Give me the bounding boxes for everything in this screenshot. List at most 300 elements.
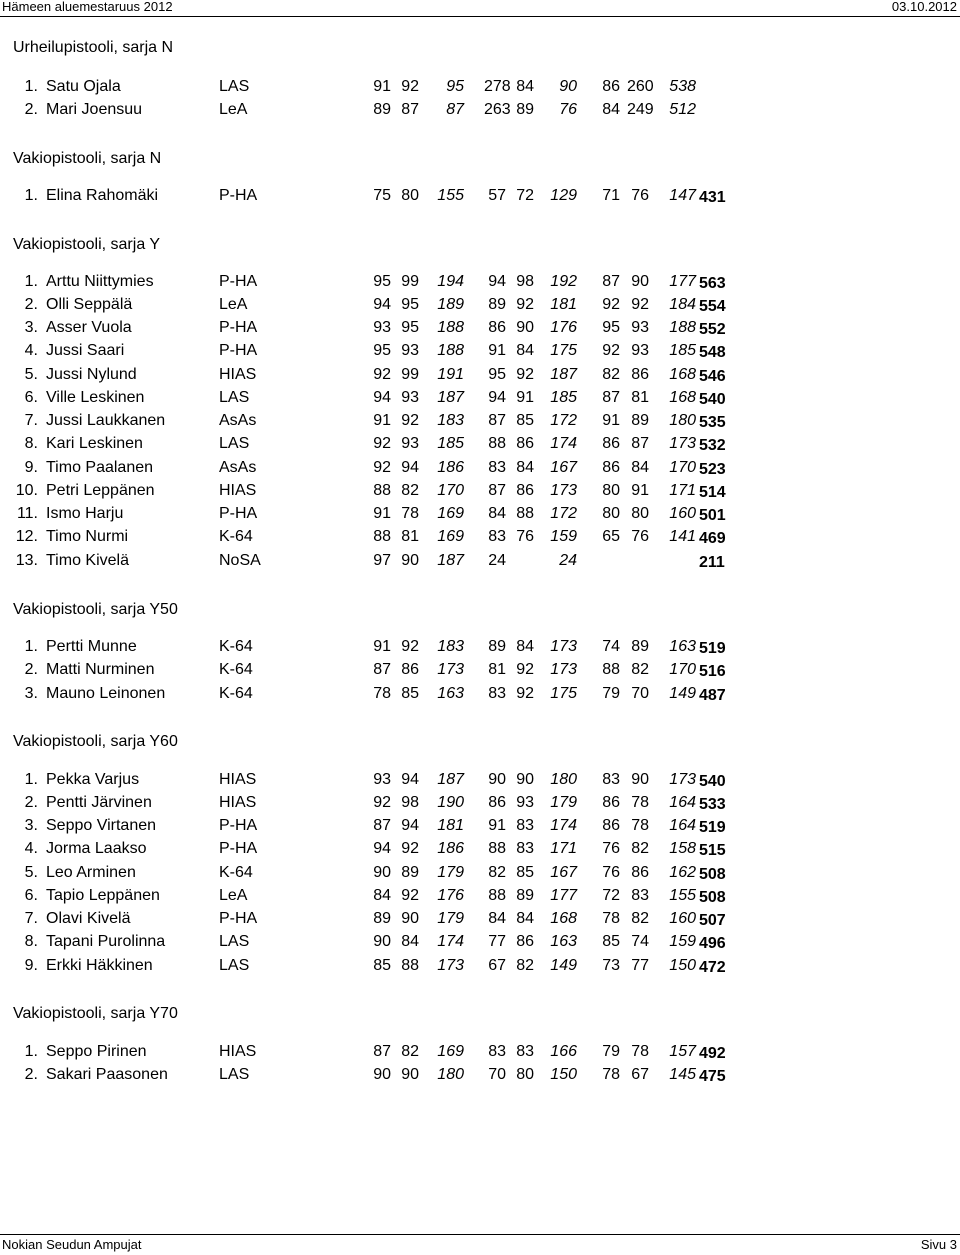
series-2: 86	[401, 661, 419, 678]
series-4: 92	[516, 661, 534, 678]
rank: 9.	[24, 957, 38, 974]
series-1: 97	[373, 552, 391, 569]
series-5: 86	[602, 817, 620, 834]
series-2: 94	[401, 817, 419, 834]
series-6: 89	[631, 638, 649, 655]
rank: 7.	[24, 910, 38, 927]
subtotal-1: 176	[437, 887, 464, 904]
club: K-64	[219, 864, 253, 881]
subtotal-3: 163	[669, 638, 696, 655]
subtotal-2: 176	[550, 319, 577, 336]
series-6: 74	[631, 933, 649, 950]
subtotal-3: 538	[669, 78, 696, 95]
result-row	[0, 389, 960, 409]
shooter-name: Mari Joensuu	[46, 101, 143, 118]
result-row	[0, 435, 960, 455]
series-2: 90	[401, 1066, 419, 1083]
series-2: 85	[401, 685, 419, 702]
total-score: 501	[699, 507, 726, 524]
club: NoSA	[219, 552, 261, 569]
subtotal-1: 185	[437, 435, 464, 452]
series-3: 57	[488, 187, 506, 204]
series-2: 89	[401, 864, 419, 881]
club: P-HA	[219, 910, 258, 927]
series-3: 95	[488, 366, 506, 383]
series-6: 91	[631, 482, 649, 499]
series-5: 71	[602, 187, 620, 204]
subtotal-1: 180	[437, 1066, 464, 1083]
series-3: 263	[484, 101, 511, 118]
shooter-name: Timo Nurmi	[46, 528, 129, 545]
shooter-name: Tapani Purolinna	[46, 933, 166, 950]
series-5: 84	[602, 101, 620, 118]
series-1: 88	[373, 482, 391, 499]
subtotal-3: 177	[669, 273, 696, 290]
club: AsAs	[219, 459, 257, 476]
subtotal-2: 149	[550, 957, 577, 974]
result-row	[0, 957, 960, 977]
series-2: 99	[401, 366, 419, 383]
series-6: 76	[631, 528, 649, 545]
subtotal-3: 141	[669, 528, 696, 545]
series-6: 78	[631, 1043, 649, 1060]
result-row	[0, 366, 960, 386]
series-3: 94	[488, 389, 506, 406]
page-header	[0, 0, 960, 16]
rank: 8.	[24, 435, 38, 452]
series-4: 83	[516, 840, 534, 857]
shooter-name: Arttu Niittymies	[46, 273, 154, 290]
series-1: 94	[373, 389, 391, 406]
subtotal-3: 170	[669, 661, 696, 678]
series-1: 89	[373, 101, 391, 118]
result-row	[0, 817, 960, 837]
rank: 1.	[24, 273, 38, 290]
series-6: 260	[627, 78, 654, 95]
series-5: 65	[602, 528, 620, 545]
series-5: 73	[602, 957, 620, 974]
series-4: 90	[516, 319, 534, 336]
total-score: 516	[699, 663, 726, 680]
series-6: 249	[627, 101, 654, 118]
series-1: 78	[373, 685, 391, 702]
subtotal-1: 188	[437, 342, 464, 359]
rank: 3.	[24, 319, 38, 336]
section-title: Urheilupistooli, sarja N	[13, 39, 174, 56]
subtotal-2: 173	[550, 661, 577, 678]
club: P-HA	[219, 273, 258, 290]
total-score: 540	[699, 773, 726, 790]
rank: 1.	[24, 1043, 38, 1060]
series-1: 94	[373, 840, 391, 857]
subtotal-2: 177	[550, 887, 577, 904]
result-row	[0, 1043, 960, 1063]
total-score: 552	[699, 321, 726, 338]
result-row	[0, 459, 960, 479]
series-1: 87	[373, 661, 391, 678]
rank: 5.	[24, 864, 38, 881]
rank: 2.	[24, 101, 38, 118]
rank: 11.	[16, 505, 38, 522]
series-2: 94	[401, 771, 419, 788]
series-1: 87	[373, 1043, 391, 1060]
series-2: 98	[401, 794, 419, 811]
club: K-64	[219, 528, 253, 545]
subtotal-3: 149	[669, 685, 696, 702]
shooter-name: Jorma Laakso	[46, 840, 147, 857]
series-4: 98	[516, 273, 534, 290]
result-row	[0, 412, 960, 432]
shooter-name: Pentti Järvinen	[46, 794, 152, 811]
total-score: 532	[699, 437, 726, 454]
shooter-name: Satu Ojala	[46, 78, 121, 95]
subtotal-2: 168	[550, 910, 577, 927]
series-2: 93	[401, 389, 419, 406]
series-2: 92	[401, 840, 419, 857]
series-1: 91	[373, 78, 391, 95]
subtotal-1: 186	[437, 840, 464, 857]
club: P-HA	[219, 505, 258, 522]
total-score: 472	[699, 959, 726, 976]
rank: 13.	[15, 552, 38, 569]
series-3: 89	[488, 638, 506, 655]
result-row	[0, 1066, 960, 1086]
series-2: 88	[401, 957, 419, 974]
series-1: 91	[373, 412, 391, 429]
shooter-name: Seppo Pirinen	[46, 1043, 147, 1060]
series-2: 92	[401, 887, 419, 904]
series-4: 84	[516, 910, 534, 927]
series-5: 86	[602, 435, 620, 452]
series-2: 87	[401, 101, 419, 118]
total-score: 535	[699, 414, 726, 431]
result-row	[0, 482, 960, 502]
club: P-HA	[219, 342, 258, 359]
subtotal-1: 188	[437, 319, 464, 336]
series-4: 92	[516, 296, 534, 313]
series-2: 90	[401, 910, 419, 927]
series-3: 70	[488, 1066, 506, 1083]
shooter-name: Olli Seppälä	[46, 296, 133, 313]
series-1: 84	[373, 887, 391, 904]
result-row	[0, 78, 960, 98]
subtotal-2: 163	[550, 933, 577, 950]
series-5: 86	[602, 78, 620, 95]
series-1: 90	[373, 1066, 391, 1083]
shooter-name: Jussi Saari	[46, 342, 125, 359]
series-3: 83	[488, 459, 506, 476]
subtotal-1: 187	[437, 552, 464, 569]
result-row	[0, 864, 960, 884]
series-1: 75	[373, 187, 391, 204]
club: LAS	[219, 389, 250, 406]
total-score: 523	[699, 461, 726, 478]
series-6: 78	[631, 817, 649, 834]
result-row	[0, 101, 960, 121]
subtotal-3: 188	[669, 319, 696, 336]
section-title: Vakiopistooli, sarja Y70	[13, 1005, 178, 1022]
total-score: 519	[699, 819, 726, 836]
series-4: 92	[516, 366, 534, 383]
series-4: 93	[516, 794, 534, 811]
series-4: 82	[516, 957, 534, 974]
subtotal-3: 171	[669, 482, 696, 499]
series-3: 88	[488, 435, 506, 452]
footer-org: Nokian Seudun Ampujat	[2, 1237, 142, 1252]
club: K-64	[219, 661, 253, 678]
shooter-name: Asser Vuola	[46, 319, 132, 336]
series-3: 83	[488, 528, 506, 545]
rank: 3.	[24, 685, 38, 702]
subtotal-3: 173	[669, 771, 696, 788]
series-2: 95	[401, 319, 419, 336]
series-6: 86	[631, 366, 649, 383]
subtotal-1: 174	[437, 933, 464, 950]
series-1: 92	[373, 366, 391, 383]
result-row	[0, 273, 960, 293]
shooter-name: Mauno Leinonen	[46, 685, 166, 702]
series-2: 94	[401, 459, 419, 476]
rank: 2.	[24, 661, 38, 678]
series-3: 88	[488, 887, 506, 904]
series-1: 92	[373, 794, 391, 811]
series-3: 24	[488, 552, 506, 569]
subtotal-2: 167	[550, 864, 577, 881]
series-6: 83	[631, 887, 649, 904]
subtotal-1: 183	[437, 412, 464, 429]
subtotal-2: 173	[550, 482, 577, 499]
club: LAS	[219, 78, 250, 95]
total-score: 469	[699, 530, 726, 547]
series-5: 79	[602, 1043, 620, 1060]
series-3: 89	[488, 296, 506, 313]
series-5: 92	[602, 296, 620, 313]
series-4: 83	[516, 1043, 534, 1060]
subtotal-1: 170	[437, 482, 464, 499]
rank: 7.	[24, 412, 38, 429]
result-row	[0, 552, 960, 572]
subtotal-1: 95	[446, 78, 464, 95]
rank: 4.	[24, 840, 38, 857]
result-row	[0, 771, 960, 791]
series-6: 81	[631, 389, 649, 406]
series-5: 95	[602, 319, 620, 336]
series-2: 92	[401, 78, 419, 95]
total-score: 507	[699, 912, 726, 929]
series-4: 83	[516, 817, 534, 834]
total-score: 431	[699, 189, 726, 206]
section-title: Vakiopistooli, sarja Y60	[13, 733, 178, 750]
series-4: 86	[516, 435, 534, 452]
series-1: 90	[373, 864, 391, 881]
subtotal-3: 173	[669, 435, 696, 452]
total-score: 496	[699, 935, 726, 952]
shooter-name: Tapio Leppänen	[46, 887, 160, 904]
total-score: 563	[699, 275, 726, 292]
series-2: 82	[401, 482, 419, 499]
rank: 6.	[24, 887, 38, 904]
shooter-name: Jussi Nylund	[46, 366, 137, 383]
page-footer	[0, 1238, 960, 1254]
subtotal-2: 192	[550, 273, 577, 290]
rank: 1.	[24, 771, 38, 788]
subtotal-2: 171	[550, 840, 577, 857]
series-3: 83	[488, 685, 506, 702]
series-5: 76	[602, 864, 620, 881]
series-5: 86	[602, 794, 620, 811]
series-4: 84	[516, 342, 534, 359]
series-4: 89	[516, 887, 534, 904]
subtotal-3: 184	[669, 296, 696, 313]
subtotal-1: 169	[437, 1043, 464, 1060]
series-2: 93	[401, 342, 419, 359]
series-4: 86	[516, 482, 534, 499]
series-1: 94	[373, 296, 391, 313]
shooter-name: Pertti Munne	[46, 638, 137, 655]
subtotal-3: 158	[669, 840, 696, 857]
club: K-64	[219, 685, 253, 702]
club: LAS	[219, 1066, 250, 1083]
subtotal-1: 155	[437, 187, 464, 204]
shooter-name: Timo Kivelä	[46, 552, 129, 569]
result-row	[0, 794, 960, 814]
subtotal-2: 76	[559, 101, 577, 118]
subtotal-1: 163	[437, 685, 464, 702]
result-row	[0, 638, 960, 658]
total-score: 533	[699, 796, 726, 813]
series-5: 88	[602, 661, 620, 678]
series-3: 91	[488, 817, 506, 834]
series-5: 91	[602, 412, 620, 429]
shooter-name: Petri Leppänen	[46, 482, 155, 499]
subtotal-3: 512	[669, 101, 696, 118]
subtotal-2: 172	[550, 505, 577, 522]
series-6: 67	[631, 1066, 649, 1083]
header-divider	[0, 16, 960, 17]
result-row	[0, 685, 960, 705]
shooter-name: Matti Nurminen	[46, 661, 155, 678]
rank: 2.	[24, 794, 38, 811]
series-3: 83	[488, 1043, 506, 1060]
shooter-name: Jussi Laukkanen	[46, 412, 166, 429]
subtotal-2: 185	[550, 389, 577, 406]
club: P-HA	[219, 187, 258, 204]
club: LeA	[219, 296, 248, 313]
rank: 2.	[24, 296, 38, 313]
series-1: 91	[373, 505, 391, 522]
rank: 5.	[24, 366, 38, 383]
series-5: 80	[602, 505, 620, 522]
series-3: 94	[488, 273, 506, 290]
shooter-name: Pekka Varjus	[46, 771, 140, 788]
shooter-name: Seppo Virtanen	[46, 817, 157, 834]
series-1: 93	[373, 319, 391, 336]
subtotal-2: 150	[550, 1066, 577, 1083]
series-1: 92	[373, 459, 391, 476]
series-5: 87	[602, 389, 620, 406]
club: LeA	[219, 887, 248, 904]
total-score: 554	[699, 298, 726, 315]
subtotal-1: 181	[437, 817, 464, 834]
club: LAS	[219, 957, 250, 974]
rank: 6.	[24, 389, 38, 406]
series-6: 82	[631, 910, 649, 927]
shooter-name: Erkki Häkkinen	[46, 957, 153, 974]
series-2: 82	[401, 1043, 419, 1060]
series-6: 86	[631, 864, 649, 881]
rank: 10.	[15, 482, 38, 499]
subtotal-1: 187	[437, 771, 464, 788]
club: HIAS	[219, 482, 257, 499]
series-5: 79	[602, 685, 620, 702]
club: P-HA	[219, 817, 258, 834]
series-6: 82	[631, 661, 649, 678]
subtotal-3: 159	[669, 933, 696, 950]
shooter-name: Ville Leskinen	[46, 389, 145, 406]
total-score: 519	[699, 640, 726, 657]
series-3: 90	[488, 771, 506, 788]
series-5: 78	[602, 1066, 620, 1083]
series-2: 80	[401, 187, 419, 204]
series-4: 92	[516, 685, 534, 702]
subtotal-1: 173	[437, 957, 464, 974]
subtotal-2: 129	[550, 187, 577, 204]
rank: 1.	[24, 78, 38, 95]
result-row	[0, 840, 960, 860]
series-3: 87	[488, 482, 506, 499]
subtotal-3: 164	[669, 794, 696, 811]
result-row	[0, 661, 960, 681]
result-row	[0, 933, 960, 953]
series-6: 77	[631, 957, 649, 974]
result-row	[0, 528, 960, 548]
series-5: 92	[602, 342, 620, 359]
result-row	[0, 342, 960, 362]
series-3: 67	[488, 957, 506, 974]
series-3: 77	[488, 933, 506, 950]
series-5: 72	[602, 887, 620, 904]
club: HIAS	[219, 1043, 257, 1060]
series-6: 93	[631, 342, 649, 359]
subtotal-3: 162	[669, 864, 696, 881]
series-5: 78	[602, 910, 620, 927]
series-6: 76	[631, 187, 649, 204]
series-5: 87	[602, 273, 620, 290]
series-2: 81	[401, 528, 419, 545]
section-title: Vakiopistooli, sarja N	[13, 150, 162, 167]
series-6: 90	[631, 273, 649, 290]
subtotal-2: 174	[550, 817, 577, 834]
series-3: 86	[488, 319, 506, 336]
shooter-name: Kari Leskinen	[46, 435, 143, 452]
series-4: 91	[516, 389, 534, 406]
rank: 2.	[24, 1066, 38, 1083]
series-4: 84	[516, 638, 534, 655]
subtotal-2: 159	[550, 528, 577, 545]
series-1: 92	[373, 435, 391, 452]
subtotal-2: 180	[550, 771, 577, 788]
total-score: 508	[699, 889, 726, 906]
subtotal-1: 191	[437, 366, 464, 383]
series-1: 93	[373, 771, 391, 788]
subtotal-3: 147	[669, 187, 696, 204]
subtotal-2: 167	[550, 459, 577, 476]
series-2: 78	[401, 505, 419, 522]
subtotal-1: 87	[446, 101, 464, 118]
club: P-HA	[219, 840, 258, 857]
result-row	[0, 187, 960, 207]
series-6: 78	[631, 794, 649, 811]
